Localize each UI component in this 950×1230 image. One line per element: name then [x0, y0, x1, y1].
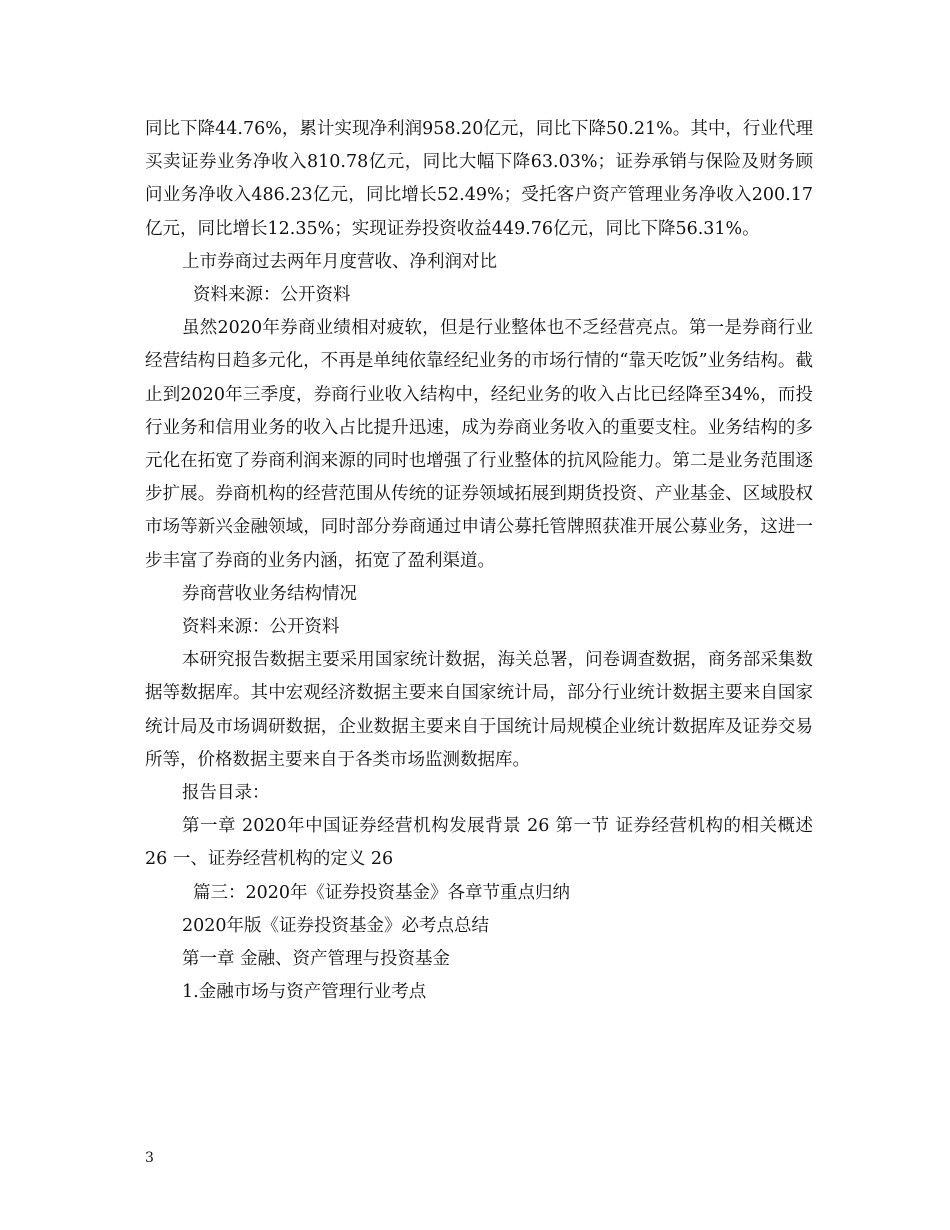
paragraph-securities-income: 同比下降44.76%，累计实现净利润958.20亿元，同比下降50.21%。其中，行业代理买卖证券业务净收入810.78亿元，同比大幅下降63.03%；证券承销与保险及财务顾问业务净收入486.23亿元，同比增长52.49%；受托客户资产管理业务净收入200.17亿元，同比增长12.35%；实现证券投资收益449.76亿元，同比下降56.31%。: [145, 119, 813, 239]
report-toc-heading: 报告目录：: [182, 783, 270, 804]
figure-source-note: 资料来源：公开资料: [193, 285, 351, 306]
paragraph-data-sources: 本研究报告数据主要采用国家统计数据，海关总署，问卷调查数据，商务部采集数据等数据库。其中宏观经济数据主要来自国家统计局，部分行业统计数据主要来自国家统计局及市场调研数据，企业数据主要来自于国统计局规模企业统计数据库及证券交易所等，价格数据主要来自于各类市场监测数据库。: [145, 650, 813, 770]
document-body: [145, 113, 813, 1009]
figure-source-note: 资料来源：公开资料: [182, 617, 340, 638]
subsection-heading: 1.金融市场与资产管理行业考点: [182, 982, 427, 1003]
figure-caption-business-structure: 券商营收业务结构情况: [182, 583, 357, 604]
report-toc-entry: 第一章 2020年中国证券经营机构发展背景 26 第一节 证券经营机构的相关概述 26 一、证券经营机构的定义 26: [145, 816, 813, 870]
chapter-heading: 第一章 金融、资产管理与投资基金: [182, 949, 451, 970]
section-heading-part-three: 篇三：2020年《证券投资基金》各章节重点归纳: [193, 882, 571, 903]
paragraph-business-highlights: 虽然2020年券商业绩相对疲软，但是行业整体也不乏经营亮点。第一是券商行业经营结构日趋多元化，不再是单纯依靠经纪业务的市场行情的“靠天吃饭”业务结构。截止到2020年三季度，券商行业收入结构中，经纪业务的收入占比已经降至34%，而投行业务和信用业务的收入占比提升迅速，成为券商业务收入的重要支柱。业务结构的多元化在拓宽了券商利润来源的同时也增强了行业整体的抗风险能力。第二是业务范围逐步扩展。券商机构的经营范围从传统的证券领域拓展到期货投资、产业基金、区域股权市场等新兴金融领域，同时部分券商通过申请公募托管牌照获准开展公募业务，这进一步丰富了券商的业务内涵，拓宽了盈利渠道。: [145, 318, 813, 571]
section-title-summary: 2020年版《证券投资基金》必考点总结: [182, 915, 490, 936]
figure-caption-monthly-revenue: 上市券商过去两年月度营收、净利润对比: [182, 251, 497, 272]
page-number: 3: [145, 1150, 154, 1166]
